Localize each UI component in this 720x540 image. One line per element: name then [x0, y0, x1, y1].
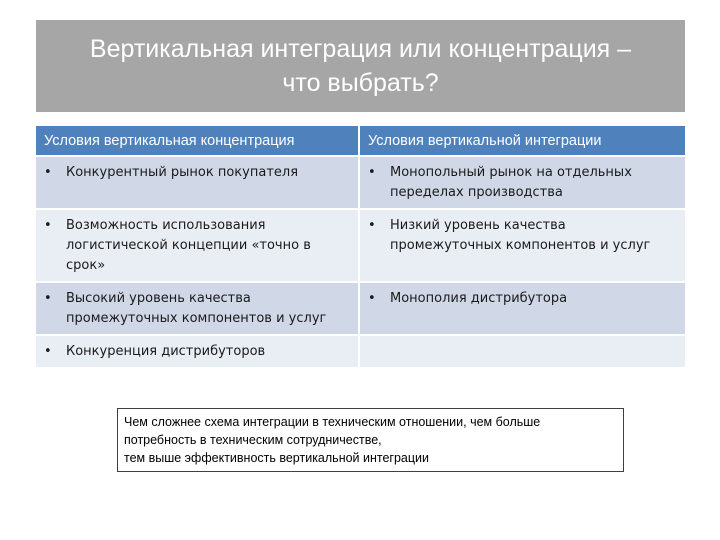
bullet-icon: •: [44, 218, 52, 233]
table-cell-right: [359, 209, 685, 282]
bullet-icon: •: [44, 344, 52, 359]
bullet-text: Монопольный рынок на отдельных переделах производства: [390, 165, 632, 200]
slide-title: Вертикальная интеграция или концентрация – что выбрать?: [89, 35, 632, 97]
table-cell-right-empty: [359, 335, 685, 368]
header-integration: Условия вертикальной интеграции: [359, 126, 685, 156]
table-row: [36, 335, 685, 368]
table-cell-right: [359, 282, 685, 335]
title-banner: [36, 20, 685, 112]
bullet-text: Конкурентный рынок покупателя: [66, 165, 299, 180]
table-row: [36, 156, 685, 209]
table-cell-right: [359, 156, 685, 209]
note-box: [117, 408, 624, 472]
bullet-icon: •: [44, 291, 52, 306]
bullet-icon: •: [368, 218, 376, 233]
bullet-text: Конкуренция дистрибуторов: [66, 344, 266, 359]
header-concentration: Условия вертикальная концентрация: [36, 126, 359, 156]
bullet-item: [44, 289, 350, 329]
bullet-text: Низкий уровень качества промежуточных компонентов и услуг: [390, 218, 651, 253]
bullet-icon: •: [368, 165, 376, 180]
bullet-text: Высокий уровень качества промежуточных компонентов и услуг: [66, 291, 327, 326]
bullet-item: [44, 342, 350, 362]
bullet-text: Возможность использования логистической концепции «точно в срок»: [66, 218, 311, 273]
comparison-table: [36, 126, 685, 369]
table-row: [36, 282, 685, 335]
bullet-item: [44, 163, 350, 183]
bullet-item: [368, 216, 677, 256]
bullet-item: [44, 216, 350, 276]
table-cell-left: [36, 209, 359, 282]
bullet-icon: •: [44, 165, 52, 180]
table-cell-left: [36, 335, 359, 368]
table-row: [36, 209, 685, 282]
bullet-item: [368, 289, 677, 309]
note-text: Чем сложнее схема интеграции в техническим отношении, чем больше потребность в техническим сотрудничестве, тем выше эффективность вертикальной интеграции: [124, 415, 541, 465]
table-cell-left: [36, 156, 359, 209]
table-header-row: [36, 126, 685, 156]
bullet-item: [368, 163, 677, 203]
bullet-text: Монополия дистрибутора: [390, 291, 568, 306]
bullet-icon: •: [368, 291, 376, 306]
table-cell-left: [36, 282, 359, 335]
